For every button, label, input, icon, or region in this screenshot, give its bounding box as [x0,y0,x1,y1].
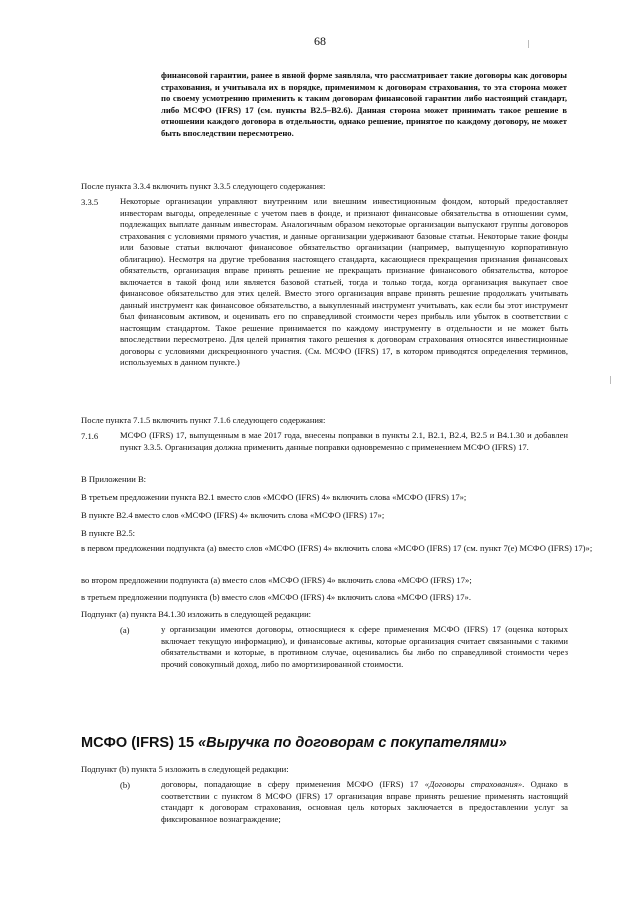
appendix-b-heading: В Приложении В: [81,474,147,484]
heading-prefix: МСФО (IFRS) 15 [81,735,199,751]
sub-b-text-italic: «Договоры страхования» [424,779,523,789]
subparagraph-label-b: (b) [120,780,131,790]
sub-b-text-before: договоры, попадающие в сферу применения МСФО (IFRS) 17 [161,779,425,789]
subparagraph-label-a: (a) [120,625,130,635]
page-number: 68 [314,34,326,48]
scan-mark [528,40,529,48]
sub-b-text-after: . Однако в соответствии с пунктом 8 МСФО (IFRS) 17 организация вправе принять решение применять настоящий стандарт к договорам страхования, основная цель которых заключается в предоставлении услуг за фиксированное вознаграждение; [161,779,568,824]
subparagraph-sub-b [161,779,568,825]
instruction-b25-first: в первом предложении подпункта (a) вместо слов «МСФО (IFRS) 4» включить слова «МСФО (IFRS) 17 (см. пункт 7(e) МСФО (IFRS) 17)»; [81,543,593,553]
instruction-b4130-intro: Подпункт (a) пункта B4.1.30 изложить в следующей редакции: [81,609,312,619]
instruction-b24: В пункте B2.4 вместо слов «МСФО (IFRS) 4» включить слова «МСФО (IFRS) 17»; [81,510,385,520]
paragraph-number-716: 7.1.6 [81,431,99,441]
scan-mark [610,376,611,384]
instruction-b25-intro: В пункте B2.5: [81,528,136,538]
intro-bold-paragraph: финансовой гарантии, ранее в явной форме заявляла, что рассматривает такие договоры как договоры страхования, и учитывала их в порядке, применимом к договорам страхования, то эта сторона может по своему усмотрению применить к таким договорам финансовой гарантии либо настоящий стандарт, либо МСФО (IFRS) 17 (см. пункты B2.5–B2.6). Данная сторона может принимать такое решение в отношении каждого договора в отдельности, однако решение, принятое по каждому договору, не может быть впоследствии пересмотрено. [161,70,567,138]
paragraph-716: МСФО (IFRS) 17, выпущенным в мае 2017 года, внесены поправки в пункты 2.1, B2.1, B2.4, B2.5 и B4.1.30 и добавлен пункт 3.3.5. Организация должна применить данные поправки одновременно с применением МСФО (IFRS) 17. [120,430,568,452]
instruction-b21: В третьем предложении пункта B2.1 вместо слов «МСФО (IFRS) 4» включить слова «МСФО (IFRS) 17»; [81,492,467,502]
instruction-b25-third: в третьем предложении подпункта (b) вместо слов «МСФО (IFRS) 4» включить слова «МСФО (IFRS) 17». [81,592,471,602]
instruction-after-334: После пункта 3.3.4 включить пункт 3.3.5 следующего содержания: [81,181,326,191]
instruction-sub-b-intro: Подпункт (b) пункта 5 изложить в следующей редакции: [81,764,289,774]
heading-title: «Выручка по договорам с покупателями» [198,735,507,751]
paragraph-number-335: 3.3.5 [81,197,99,207]
instruction-after-715: После пункта 7.1.5 включить пункт 7.1.6 следующего содержания: [81,415,326,425]
paragraph-335: Некоторые организации управляют внутренним или внешним инвестиционным фондом, который предоставляет инвесторам выгоды, определенные с учетом паев в фонде, и признают финансовые обязательства в отношении сумм, подлежащих выплате данным инвесторам. Аналогичным образом некоторые организации выпускают группы договоров страхования с условиями прямого участия, и данные организации удерживают базовые статьи. Некоторые такие фонды или базовые статьи включают финансовое обязательство организации (например, выпущенную корпоративную облигацию). Несмотря на другие требования настоящего стандарта, касающиеся прекращения признания финансовых обязательств, организация вправе принять решение не прекращать признание финансового обязательства, которое включается в такой фонд или является базовой статьей, тогда и только тогда, когда организация выкупает свое финансовое обязательство для этих целей. Вместо этого организация вправе принять решение продолжать учитывать данный инструмент как финансовое обязательство, а выкупленный инструмент учитывать, как если бы этот инструмент был финансовым активом, и оценивать его по справедливой стоимости через прибыль или убыток в соответствии с настоящим стандартом. Такое решение принимается по каждому инструменту в отдельности и не может быть впоследствии пересмотрено. Для целей принятия такого решения к договорам страхования относятся инвестиционные договоры с условиями дискреционного участия. (См. МСФО (IFRS) 17, в котором приводятся определения терминов, используемых в данном пункте.) [120,196,568,367]
instruction-b25-second: во втором предложении подпункта (a) вместо слов «МСФО (IFRS) 4» включить слова «МСФО (IFRS) 17»; [81,575,472,585]
section-heading-ifrs15 [81,735,601,751]
subparagraph-b4130-a: у организации имеются договоры, относящиеся к сфере применения МСФО (IFRS) 17 (оценка которых включает текущую информацию), и финансовые активы, которые организация считает связанными с такими обязательствами и которые, в противном случае, оценивались бы либо по справедливой стоимости через прочий совокупный доход, либо по амортизированной стоимости. [161,624,568,669]
